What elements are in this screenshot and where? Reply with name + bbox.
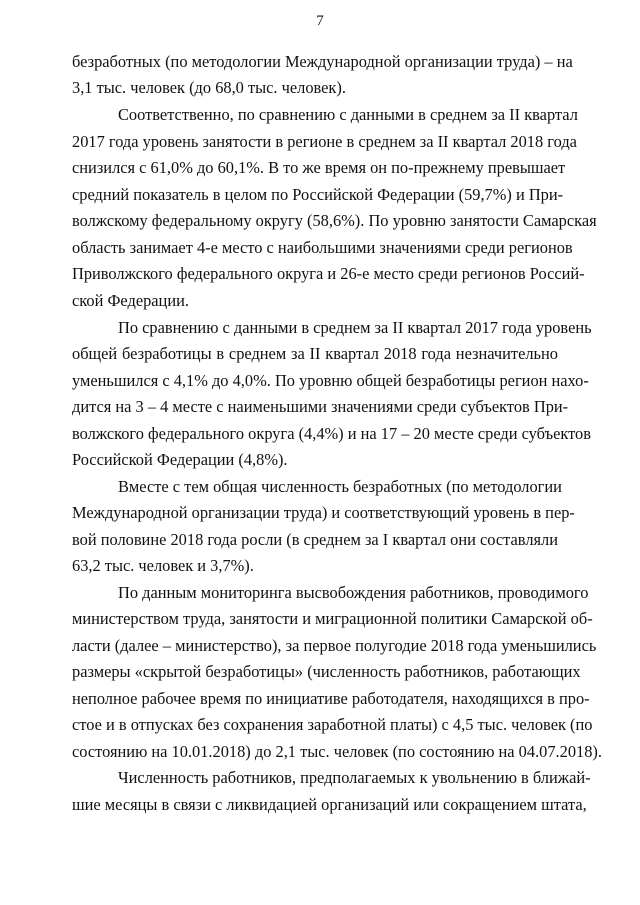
text-line: Численность работников, предполагаемых к увольнению в ближай- [118,768,591,787]
text-line: состоянию на 10.01.2018) до 2,1 тыс. человек (по состоянию на 04.07.2018). [72,742,602,761]
text-line: По данным мониторинга высвобождения работников, проводимого [118,583,589,602]
text-line: вой половине 2018 года росли (в среднем за I квартал они составляли [72,530,558,549]
text-line: общей безработицы в среднем за II квартал 2018 года незначительно [72,344,558,363]
text-line: область занимает 4-е место с наибольшими значениями среди регионов [72,238,573,257]
text-line: неполное рабочее время по инициативе работодателя, находящихся в про- [72,689,590,708]
text-line: средний показатель в целом по Российской Федерации (59,7%) и При- [72,185,564,204]
text-line: уменьшился с 4,1% до 4,0%. По уровню общей безработицы регион нахо- [72,371,589,390]
text-line: снизился с 61,0% до 60,1%. В то же время он по-прежнему превышает [72,158,566,177]
text-line: шие месяцы в связи с ликвидацией организаций или сокращением штата, [72,795,587,814]
text-line: ской Федерации. [72,291,189,310]
text-line: Международной организации труда) и соответствующий уровень в пер- [72,503,575,522]
text-line: Российской Федерации (4,8%). [72,450,288,469]
text-line: По сравнению с данными в среднем за II квартал 2017 года уровень [118,318,592,337]
text-line: 63,2 тыс. человек и 3,7%). [72,556,254,575]
text-line: Соответственно, по сравнению с данными в среднем за II квартал [118,105,578,124]
text-line: стое и в отпусках без сохранения заработной платы) с 4,5 тыс. человек (по [72,715,593,734]
text-line: размеры «скрытой безработицы» (численность работников, работающих [72,662,581,681]
text-line: 3,1 тыс. человек (до 68,0 тыс. человек). [72,78,346,97]
text-line: ласти (далее – министерство), за первое полугодие 2018 года уменьшились [72,636,597,655]
text-line: дится на 3 – 4 месте с наименьшими значениями среди субъектов При- [72,397,569,416]
text-line: волжского федерального округа (4,4%) и на 17 – 20 месте среди субъектов [72,424,591,443]
text-line: Вместе с тем общая численность безработных (по методологии [118,477,562,496]
text-line: волжскому федеральному округу (58,6%). По уровню занятости Самарская [72,211,597,230]
text-line: 2017 года уровень занятости в регионе в среднем за II квартал 2018 года [72,132,577,151]
page-number: 7 [316,13,324,29]
text-line: Приволжского федерального округа и 26-е место среди регионов Россий- [72,264,585,283]
text-line: безработных (по методологии Международной организации труда) – на [72,52,573,71]
text-line: министерством труда, занятости и миграционной политики Самарской об- [72,609,593,628]
